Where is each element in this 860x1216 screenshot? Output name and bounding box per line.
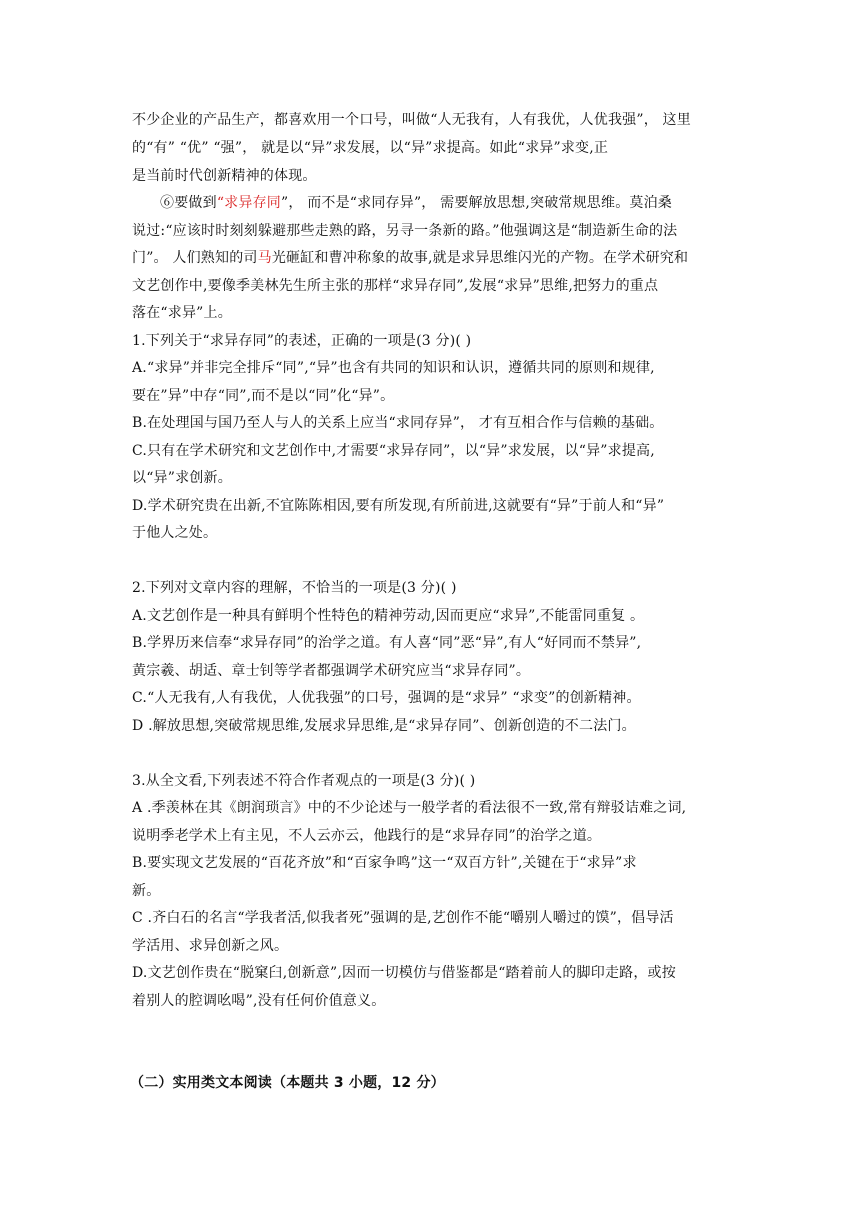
paragraph-6-text: 门”。 人们熟知的司 — [132, 250, 258, 266]
option-b: B.在处理国与国乃至人与人的关系上应当“求同存异”， 才有互相合作与信赖的基础。 — [132, 415, 664, 431]
paragraph-6-line: 说过:“应该时时刻刻躲避那些走熟的路，另寻一条新的路。”他强调这是“制造新生命的法 — [132, 223, 678, 239]
paragraph-6-text: 光砸缸和曹冲称象的故事,就是求异思维闪光的产物。在学术研究和 — [271, 250, 689, 266]
option-d-continued: 着别人的腔调吆喝”,没有任何价值意义。 — [132, 993, 386, 1009]
highlighted-character: 马 — [257, 250, 272, 266]
option-d: D.文艺创作贵在“脱窠臼,创新意”,因而一切模仿与借鉴都是“踏着前人的脚印走路，或按 — [132, 965, 676, 981]
question-stem: 2.下列对文章内容的理解，不恰当的一项是(3 分)( ) — [132, 580, 457, 596]
option-c: C .齐白石的名言“学我者活,似我者死”强调的是,艺创作不能“嚼别人嚼过的馍”，倡导活 — [132, 910, 674, 926]
paragraph-6-line: 文艺创作中,要像季美林先生所主张的那样“求异存同”,发展“求异”思维,把努力的重点 — [132, 278, 659, 294]
option-b: B.要实现文艺发展的“百花齐放”和“百家争鸣”这一“双百方针”,关键在于“求异”求 — [132, 855, 637, 871]
option-d-continued: 于他人之处。 — [132, 525, 218, 541]
option-c: C.只有在学术研究和文艺创作中,才需要“求异存同”，以“异”求发展，以“异”求提高, — [132, 443, 655, 459]
option-c-continued: 以“异”求创新。 — [132, 470, 232, 486]
section-heading: （二）实用类文本阅读（本题共 3 小题，12 分） — [130, 1075, 445, 1091]
option-d: D .解放思想,突破常规思维,发展求异思维,是“求异存同”、创新创造的不二法门。 — [132, 718, 636, 734]
option-d: D.学术研究贵在出新,不宜陈陈相因,要有所发现,有所前进,这就要有“异”于前人和“异” — [132, 498, 665, 514]
option-b: B.学界历来信奉“求异存同”的治学之道。有人喜“同”恶“异”,有人“好同而不禁异”, — [132, 635, 642, 651]
passage-line: 的“有” “优” “强”， 就是以“异”求发展，以“异”求提高。如此“求异”求变,正 — [132, 140, 609, 156]
option-a: A.文艺创作是一种具有鲜明个性特色的精神劳动,因而更应“求异”,不能雷同重复 。 — [132, 608, 645, 624]
paragraph-6-line — [160, 193, 672, 213]
passage-line: 是当前时代创新精神的体现。 — [132, 168, 317, 184]
paragraph-6-text: ⑥要做到 — [160, 195, 217, 211]
option-c-continued: 学活用、求异创新之风。 — [132, 938, 289, 954]
option-c: C.“人无我有,人有我优，人优我强”的口号，强调的是“求异” “求变”的创新精神。 — [132, 690, 641, 706]
option-a-continued: 要在”异”中存“同”,而不是以“同”化“异”。 — [132, 388, 395, 404]
question-stem: 3.从全文看,下列表述不符合作者观点的一项是(3 分)( ) — [132, 773, 476, 789]
option-a: A .季羡林在其《朗润琐言》中的不少论述与一般学者的看法很不一致,常有辩驳诘难之词, — [132, 800, 687, 816]
option-a: A.“求异”并非完全排斥“同”,“异”也含有共同的知识和认识，遵循共同的原则和规律, — [132, 360, 655, 376]
option-b-continued: 新。 — [132, 883, 161, 899]
paragraph-6-line — [132, 248, 688, 268]
highlighted-phrase: “求异存同 — [216, 195, 281, 211]
option-b-continued: 黄宗羲、胡适、章士钊等学者都强调学术研究应当“求异存同”。 — [132, 663, 531, 679]
paragraph-6-text: ”， 而不是“求同存异”， 需要解放思想,突破常规思维。莫泊桑 — [280, 195, 673, 211]
paragraph-6-line: 落在“求异”上。 — [132, 305, 232, 321]
option-a-continued: 说明季老学术上有主见，不人云亦云，他践行的是“求异存同”的治学之道。 — [132, 828, 602, 844]
passage-line: 不少企业的产品生产，都喜欢用一个口号，叫做“人无我有，人有我优，人优我强”， 这里 — [132, 112, 691, 128]
question-stem: 1.下列关于“求异存同”的表述，正确的一项是(3 分)( ) — [132, 333, 472, 349]
